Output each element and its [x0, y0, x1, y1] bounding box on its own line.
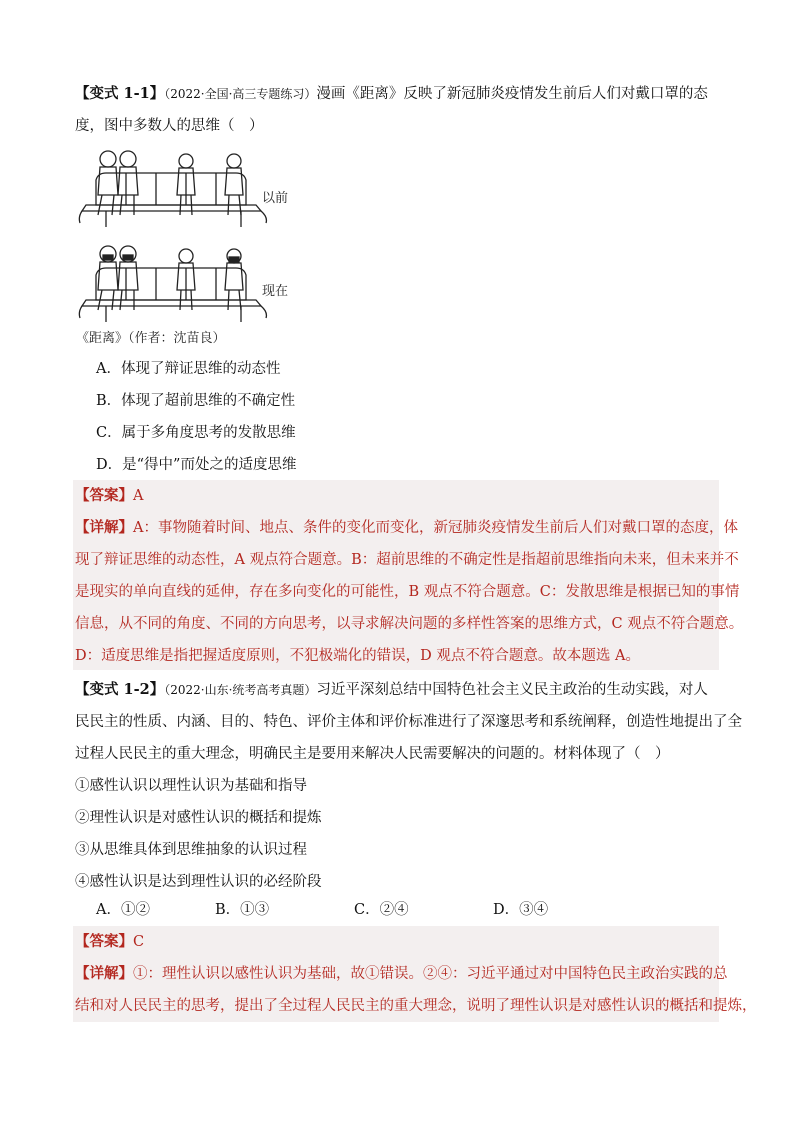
q1-source: （2022·全国·高三专题练习）	[164, 87, 317, 101]
q1-answer-label: 【答案】	[75, 487, 133, 504]
q2-option-a[interactable]: A．①②	[96, 902, 150, 918]
q2-option-b[interactable]: B．①③	[215, 902, 270, 918]
q2-stem-line-3: 过程人民民主的重大理念，明确民主是要用来解决人民需要解决的问题的。材料体现了（ ）	[75, 746, 670, 762]
q1-detail-text-1: A：事物随着时间、地点、条件的变化而变化，新冠肺炎疫情发生前后人们对戴口罩的态度，体	[133, 520, 738, 536]
q2-statement-3: ③从思维具体到思维抽象的认识过程	[75, 842, 307, 858]
q1-option-c[interactable]: C．属于多角度思考的发散思维	[96, 425, 296, 441]
q1-detail-line-3: 是现实的单向直线的延伸，存在多向变化的可能性，B 观点不符合题意。C：发散思维是根据已知的事情	[75, 584, 740, 600]
q1-option-d[interactable]: D．是“得中”而处之的适度思维	[96, 457, 297, 473]
q2-stem-text-1: 习近平深刻总结中国特色社会主义民主政治的生动实践，对人	[316, 682, 708, 698]
q1-answer-line	[75, 486, 143, 506]
q1-stem-text-1: 漫画《距离》反映了新冠肺炎疫情发生前后人们对戴口罩的态	[316, 86, 708, 102]
q2-option-d[interactable]: D．③④	[493, 902, 549, 918]
q1-detail-line-1	[75, 518, 738, 538]
q2-detail-line-2: 结和对人民民主的思考，提出了全过程人民民主的重大理念，说明了理性认识是对感性认识的概括和提炼，	[75, 998, 757, 1014]
q2-statement-4: ④感性认识是达到理性认识的必经阶段	[75, 874, 322, 890]
q2-statement-2: ②理性认识是对感性认识的概括和提炼	[75, 810, 322, 826]
q2-answer-value: C	[133, 934, 145, 950]
cartoon-distance-illustration	[76, 145, 306, 330]
q2-statement-1: ①感性认识以理性认识为基础和指导	[75, 778, 307, 794]
q1-stem-line-1	[75, 84, 708, 104]
q2-option-c[interactable]: C．②④	[354, 902, 409, 918]
q1-detail-line-4: 信息，从不同的角度、不同的方向思考，以寻求解决问题的多样性答案的思维方式，C 观点不符合题意。	[75, 616, 744, 632]
q2-detail-text-1: ①：理性认识以感性认识为基础，故①错误。②④：习近平通过对中国特色民主政治实践的总	[133, 966, 728, 982]
q2-stem-line-1	[75, 680, 708, 700]
figure-label-after: 现在	[262, 284, 289, 299]
q1-detail-line-5: D：适度思维是指把握适度原则，不犯极端化的错误，D 观点不符合题意。故本题选 A。	[75, 648, 640, 664]
q1-option-a[interactable]: A．体现了辩证思维的动态性	[96, 361, 281, 377]
q1-detail-label: 【详解】	[75, 519, 133, 536]
q2-stem-line-2: 民民主的性质、内涵、目的、特色、评价主体和评价标准进行了深邃思考和系统阐释，创造性地提出了全	[75, 714, 742, 730]
q1-option-b[interactable]: B．体现了超前思维的不确定性	[96, 393, 296, 409]
q2-answer-label: 【答案】	[75, 933, 133, 950]
q2-detail-label: 【详解】	[75, 965, 133, 982]
q1-detail-line-2: 现了辩证思维的动态性，A 观点符合题意。B：超前思维的不确定性是指超前思维指向未来，但未来并不	[75, 552, 739, 568]
q1-tag: 【变式 1-1】	[75, 85, 165, 102]
q2-source: （2022·山东·统考高考真题）	[164, 683, 317, 697]
figure-label-before: 以前	[262, 191, 289, 206]
q2-detail-line-1	[75, 964, 728, 984]
q2-tag: 【变式 1-2】	[75, 681, 165, 698]
q1-answer-value: A	[133, 488, 144, 504]
cartoon-figure	[76, 145, 306, 345]
q1-answer-box	[73, 480, 719, 670]
q2-answer-line	[75, 932, 144, 952]
q1-stem-line-2: 度，图中多数人的思维（ ）	[75, 118, 264, 134]
figure-caption: 《距离》（作者：沈苗良）	[76, 331, 226, 346]
